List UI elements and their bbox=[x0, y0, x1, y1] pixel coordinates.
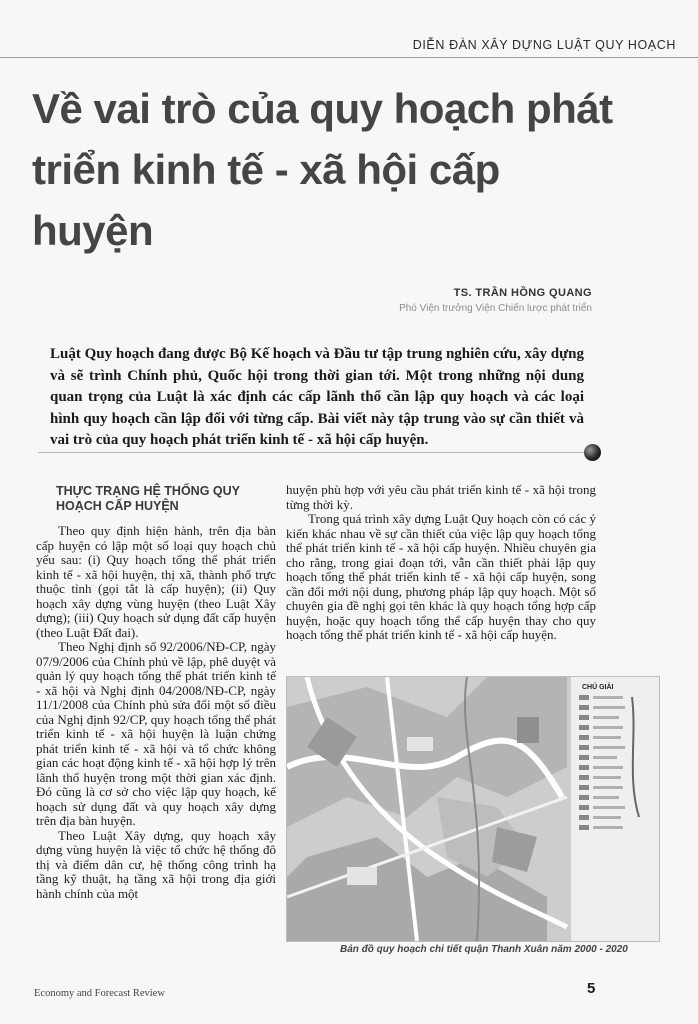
author-name: TS. TRẦN HỒNG QUANG bbox=[453, 287, 592, 299]
page-number: 5 bbox=[587, 980, 596, 997]
author-affiliation: Phó Viện trưởng Viện Chiến lược phát triển bbox=[399, 303, 592, 314]
paragraph: Theo quy định hiện hành, trên địa bàn cấp huyện có lập một số loại quy hoạch chủ yếu sau: (i) Quy hoạch tổng thể phát triển kinh tế - xã hội huyện, thị xã, thành phố trực thuộc tỉnh (gọi tắt là cấp huyện); (ii) Quy hoạch xây dựng vùng huyện (theo Luật Xây dựng); (iii) Quy hoạch sử dụng đất cấp huyện (theo Luật Đất đai). bbox=[36, 523, 276, 640]
header-rule bbox=[0, 57, 698, 58]
running-header: DIỄN ĐÀN XÂY DỰNG LUẬT QUY HOẠCH bbox=[412, 38, 676, 52]
abstract: Luật Quy hoạch đang được Bộ Kế hoạch và Đầu tư tập trung nghiên cứu, xây dựng và sẽ trình Chính phủ, Quốc hội trong thời gian tới. Một trong những nội dung quan trọng của Luật là xác định các cấp lãnh thổ cần lập quy hoạch và các loại hình quy hoạch cần lập đối với từng cấp. Bài viết này tập trung vào sự cần thiết và vai trò của quy hoạch phát triển kinh tế - xã hội cấp huyện. bbox=[50, 346, 584, 448]
column-left bbox=[36, 524, 276, 901]
column-right bbox=[286, 483, 596, 643]
paragraph: Theo Nghị định số 92/2006/NĐ-CP, ngày 07/9/2006 của Chính phủ về lập, phê duyệt và quản lý quy hoạch tổng thể phát triển kinh tế - xã hội và Nghị định 04/2008/NĐ-CP, ngày 11/1/2008 của Chính phủ sửa đổi một số điều của Nghị định 92/CP, quy hoạch tổng thể phát triển kinh tế - xã hội huyện là luận chứng phát triển kinh tế - xã hội và tổ chức không gian các hoạt động kinh tế - xã hội hợp lý trên lãnh thổ huyện trong một thời gian xác định. Đó cũng là cơ sở cho việc lập quy hoạch, kế hoạch sử dụng đất và quy hoạch xây dựng trên địa bàn huyện. bbox=[36, 639, 276, 828]
map-legend-title: CHÚ GIẢI bbox=[582, 684, 614, 691]
paragraph: Theo Luật Xây dựng, quy hoạch xây dựng vùng huyện là việc tổ chức hệ thống đô thị và điểm dân cư, hệ thống công trình hạ tầng kỹ thuật, hạ tầng xã hội trong địa giới hành chính của một bbox=[36, 827, 276, 901]
section-title: THỰC TRẠNG HỆ THỐNG QUY HOẠCH CẤP HUYỆN bbox=[56, 484, 240, 513]
paragraph: Trong quá trình xây dựng Luật Quy hoạch còn có các ý kiến khác nhau về sự cần thiết của việc lập quy hoạch tổng thể phát triển kinh tế - xã hội cấp huyện. Nhiều chuyên gia cho rằng, trong giai đoạn tới, vẫn cần thiết phải lập quy hoạch tổng thể phát triển kinh tế - xã hội cấp huyện, song cần đổi mới nội dung, phương pháp lập quy hoạch. Một số chuyên gia đề nghị gọi tên khác là quy hoạch tổng hợp cấp huyện, hoặc quy hoạch tổng thể cấp huyện thay cho quy hoạch tổng thể phát triển kinh tế - xã hội cấp huyện. bbox=[286, 511, 596, 642]
paragraph: huyện phù hợp với yêu cầu phát triển kinh tế - xã hội trong từng thời kỳ. bbox=[286, 482, 596, 512]
separator-bullet bbox=[584, 444, 601, 461]
planning-map-image bbox=[286, 676, 660, 942]
article-title: Về vai trò của quy hoạch phát triển kinh tế - xã hội cấp huyện bbox=[32, 85, 613, 254]
separator-line bbox=[38, 452, 590, 453]
map-graphic bbox=[287, 677, 659, 941]
footer-publication: Economy and Forecast Review bbox=[34, 988, 165, 999]
map-caption: Bản đồ quy hoạch chi tiết quận Thanh Xuân năm 2000 - 2020 bbox=[340, 944, 628, 955]
